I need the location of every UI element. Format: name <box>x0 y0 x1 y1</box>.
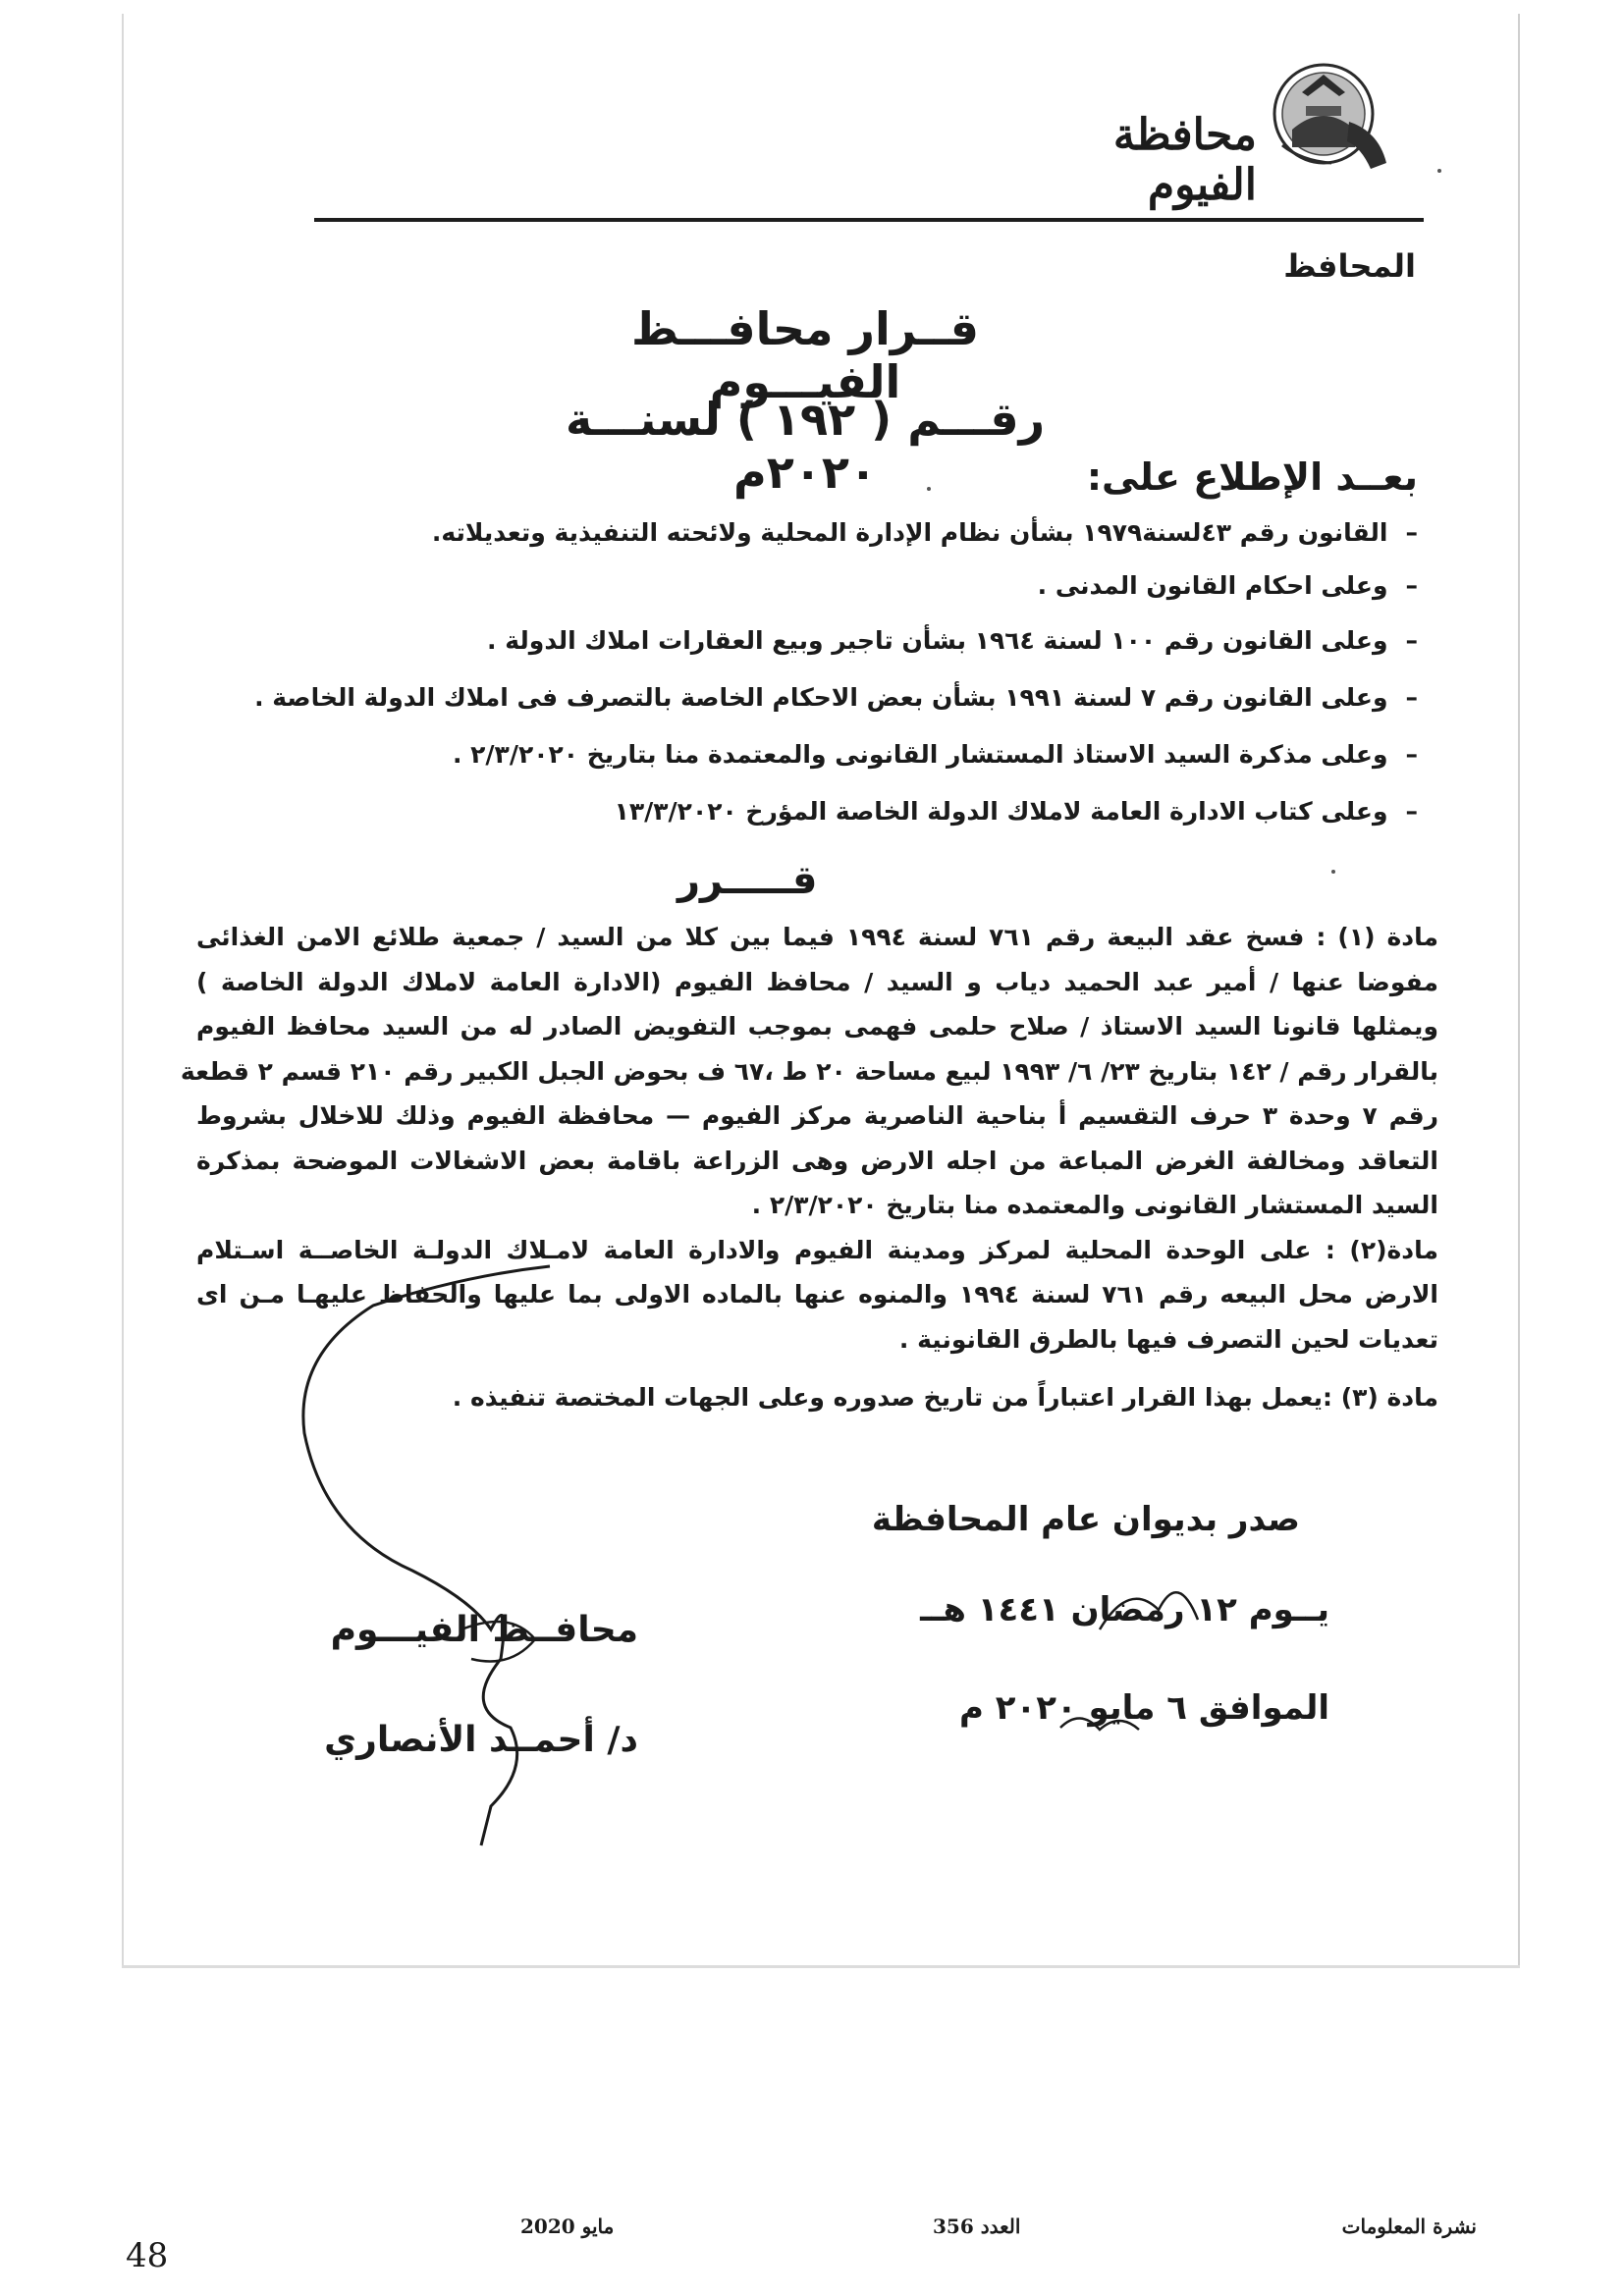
preamble-clause: –وعلى مذكرة السيد الاستاذ المستشار القانونى والمعتمدة منا بتاريخ ٢/٣/٢٠٢٠ . <box>452 740 1418 769</box>
decree-number: رقـــم ( ١٩٢ ) لسنـــة ٢٠٢٠م <box>565 393 1046 499</box>
decree-title: قــرار محافـــظ الفيـــوم <box>631 302 979 408</box>
preamble-clause: –وعلى القانون رقم ٧ لسنة ١٩٩١ بشأن بعض الاحكام الخاصة بالتصرف فى املاك الدولة الخاصة . <box>254 683 1418 712</box>
preamble-clause: –وعلى القانون رقم ١٠٠ لسنة ١٩٦٤ بشأن تاجير وبيع العقارات املاك الدولة . <box>487 626 1418 655</box>
governorate-seal-logo <box>1263 53 1390 181</box>
article-2-line: تعديات لحين التصرف فيها بالطرق القانونية . <box>898 1324 1438 1354</box>
gregorian-date: الموافق ٦ مايو ٢٠٢٠ م <box>958 1688 1329 1728</box>
article-2-line: مادة(٢) : على الوحدة المحلية لمركز ومدينة الفيوم والادارة العامة لامـلاك الدولـة الخاصــة اسـتلام <box>196 1235 1438 1264</box>
article-1-line: التعاقد ومخالفة الغرض المباعة من اجله الارض وهى الزراعة باقامة بعض الاشغالات الموضحة بمذكرة <box>196 1146 1438 1175</box>
scan-edge <box>122 1965 1520 1968</box>
article-1-line: مفوضا عنها / أمير عبد الحميد دياب و السيد / محافظ الفيوم (الادارة العامة لاملاك الدولة الخاصة ) <box>196 967 1438 996</box>
page-number: 48 <box>126 2236 169 2275</box>
header-divider <box>314 218 1424 222</box>
signatory-name: د/ أحمــد الأنصاري <box>324 1720 638 1760</box>
signatory-title: محافــظ الفيـــوم <box>330 1610 638 1650</box>
clause-text: القانون رقم ٤٣لسنة١٩٧٩ بشأن نظام الإدارة المحلية ولائحته التنفيذية وتعديلاته. <box>431 518 1388 547</box>
article-1-line: ويمثلها قانونا السيد الاستاذ / صلاح حلمى فهمى بموجب التفويض الصادر له من السيد محافظ الفيوم <box>196 1012 1438 1041</box>
footer-bulletin-name: نشرة المعلومات <box>1341 2215 1477 2238</box>
footer-date: مايو 2020 <box>520 2215 615 2238</box>
article-1-line: بالقرار رقم / ١٤٢ بتاريخ ٢٣/ ٦/ ١٩٩٣ لبيع مساحة ٢٠ ط ،٦٧ ف بحوض الجبل الكبير رقم ٢١٠ قسم ٢ قطعة <box>180 1056 1438 1086</box>
preamble-clause: –وعلى كتاب الادارة العامة لاملاك الدولة الخاصة المؤرخ ١٣/٣/٢٠٢٠ <box>614 797 1418 826</box>
article-2-line: الارض محل البيعه رقم ٧٦١ لسنة ١٩٩٤ والمنوه عنها بالماده الاولى بما عليها والحفاظ عليهـا مـن اى <box>196 1280 1439 1308</box>
article-3-line: مادة (٣) :يعمل بهذا القرار اعتباراً من تاريخ صدوره وعلى الجهات المختصة تنفيذه . <box>452 1383 1438 1412</box>
clause-text: وعلى كتاب الادارة العامة لاملاك الدولة الخاصة المؤرخ ١٣/٣/٢٠٢٠ <box>614 797 1388 826</box>
clause-text: وعلى القانون رقم ١٠٠ لسنة ١٩٦٤ بشأن تاجير وبيع العقارات املاك الدولة . <box>487 626 1388 655</box>
preamble-heading: بعــد الإطلاع على: <box>1086 455 1418 499</box>
governorate-name: محافظة الفيوم <box>1112 110 1257 210</box>
article-1-line: السيد المستشار القانونى والمعتمده منا بتاريخ ٢/٣/٢٠٢٠ . <box>751 1191 1438 1219</box>
office-label: المحافظ <box>1283 247 1416 285</box>
issued-at: صدر بديوان عام المحافظة <box>871 1500 1300 1539</box>
clause-text: وعلى القانون رقم ٧ لسنة ١٩٩١ بشأن بعض الاحكام الخاصة بالتصرف فى املاك الدولة الخاصة . <box>254 683 1388 712</box>
preamble-clause: –وعلى احكام القانون المدنى . <box>1037 571 1418 600</box>
preamble-clause: –القانون رقم ٤٣لسنة١٩٧٩ بشأن نظام الإدارة المحلية ولائحته التنفيذية وتعديلاته. <box>431 518 1418 547</box>
clause-text: وعلى احكام القانون المدنى . <box>1037 571 1388 600</box>
article-1-line: رقم ٧ وحدة ٣ حرف التقسيم أ بناحية الناصرية مركز الفيوم — محافظة الفيوم وذلك للاخلال بشروط <box>196 1101 1438 1130</box>
articles-body <box>180 915 1439 1420</box>
scan-speck <box>1437 169 1441 173</box>
scan-speck <box>1331 870 1335 874</box>
hijri-date: يــوم ١٢ رمضان ١٤٤١ هــ <box>920 1590 1329 1629</box>
decided-heading: قـــــرر <box>677 858 818 903</box>
footer-issue-number: العدد 356 <box>933 2215 1021 2238</box>
scan-speck <box>927 487 931 491</box>
clause-text: وعلى مذكرة السيد الاستاذ المستشار القانونى والمعتمدة منا بتاريخ ٢/٣/٢٠٢٠ . <box>452 740 1388 769</box>
article-1-line: مادة (١) : فسخ عقد البيعة رقم ٧٦١ لسنة ١٩٩٤ فيما بين كلا من السيد / جمعية طلائع الامن الغذائى <box>196 923 1438 951</box>
